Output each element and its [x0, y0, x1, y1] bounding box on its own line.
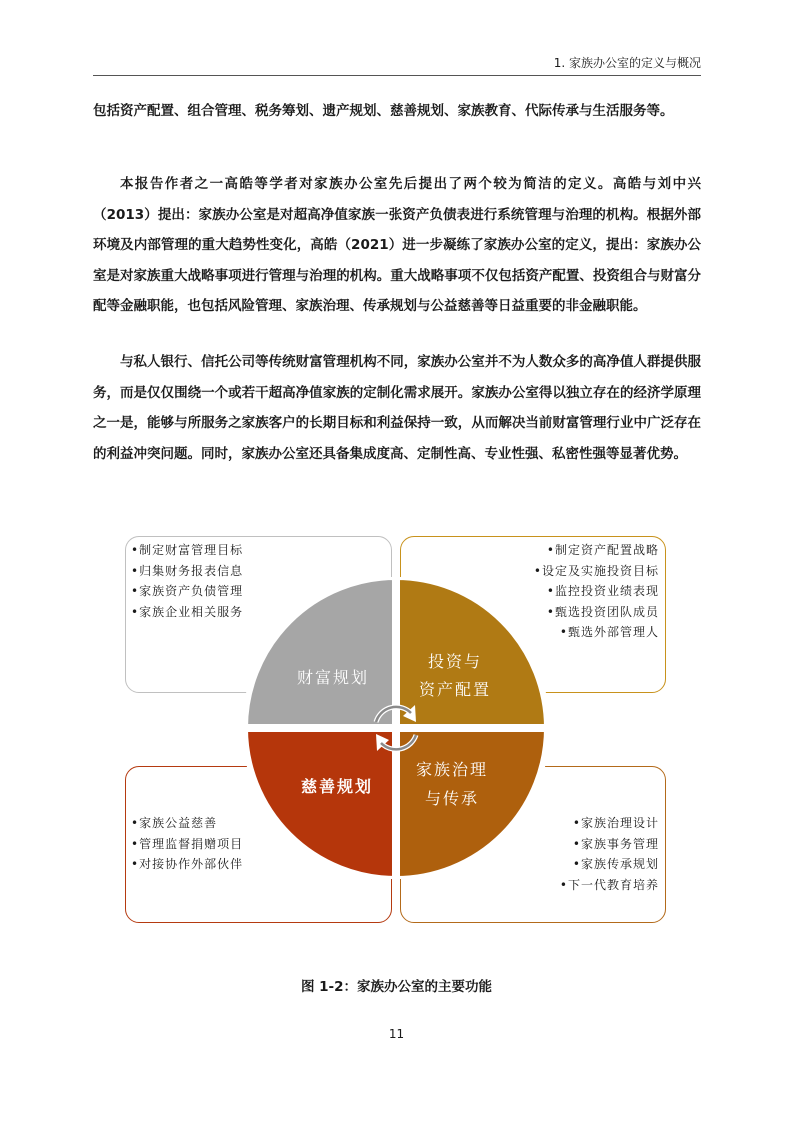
wealth-planning-list — [131, 540, 243, 622]
list-item: •甄选投资团队成员 — [546, 604, 659, 619]
page-number: 11 — [388, 1027, 405, 1041]
section-title: 1. 家族办公室的定义与概况 — [553, 56, 701, 70]
list-item: •家族事务管理 — [572, 836, 659, 851]
investment-label-line2: 资产配置 — [418, 680, 492, 699]
philanthropy-planning-list — [131, 813, 243, 875]
paragraph-3: 与私人银行、信托公司等传统财富管理机构不同，家族办公室并不为人数众多的高净值人群提供服务，而是仅仅围绕一个或若干超高净值家族的定制化需求展开。家族办公室得以独立存在的经济学原理之一是，能够与所服务之家族客户的长期目标和利益保持一致，从而解决当前财富管理行业中广泛存在的利益冲突问题。同时，家族办公室还具备集成度高、定制性高、专业性强、私密性强等显著优势。 — [93, 354, 701, 462]
function-wheel — [245, 577, 547, 879]
paragraph-1: 包括资产配置、组合管理、税务筹划、遗产规划、慈善规划、家族教育、代际传承与生活服务等。 — [93, 103, 674, 119]
list-item: •管理监督捐赠项目 — [131, 836, 244, 851]
investment-allocation-list — [534, 540, 659, 643]
list-item: •家族企业相关服务 — [131, 604, 244, 619]
list-item: •监控投资业绩表现 — [546, 584, 659, 598]
list-item: •下一代教育培养 — [559, 877, 659, 892]
list-item: •制定资产配置战略 — [546, 543, 659, 557]
list-item: •甄选外部管理人 — [559, 625, 659, 639]
wealth-planning-label: 财富规划 — [296, 668, 370, 687]
list-item: •家族治理设计 — [572, 816, 659, 830]
paragraph-2: 本报告作者之一高皓等学者对家族办公室先后提出了两个较为简洁的定义。高皓与刘中兴（2013）提出：家族办公室是对超高净值家族一张资产负债表进行系统管理与治理的机构。根据外部环境及内部管理的重大趋势性变化，高皓（2021）进一步凝练了家族办公室的定义，提出：家族办公室是对家族重大战略事项进行管理与治理的机构。重大战略事项不仅包括资产配置、投资组合与财富分配等金融职能，也包括风险管理、家族治理、传承规划与公益慈善等日益重要的非金融职能。 — [93, 176, 701, 314]
list-item: •对接协作外部伙伴 — [131, 857, 244, 871]
family-governance-list — [560, 813, 659, 895]
governance-label-line1: 家族治理 — [415, 760, 489, 779]
figure-caption: 图 1-2：家族办公室的主要功能 — [300, 979, 493, 995]
philanthropy-label: 慈善规划 — [300, 777, 374, 796]
list-item: •制定财富管理目标 — [131, 543, 244, 557]
governance-label-line2: 与传承 — [424, 789, 480, 808]
list-item: •家族公益慈善 — [131, 816, 218, 830]
investment-label-line1: 投资与 — [427, 652, 483, 671]
wheel-quadrant-wealth — [245, 577, 396, 728]
running-header — [93, 55, 701, 76]
list-item: •家族传承规划 — [572, 857, 659, 871]
list-item: •归集财务报表信息 — [131, 563, 244, 578]
wheel-quadrant-philanthropy — [245, 728, 396, 879]
list-item: •家族资产负债管理 — [131, 584, 244, 598]
list-item: •设定及实施投资目标 — [533, 563, 659, 578]
